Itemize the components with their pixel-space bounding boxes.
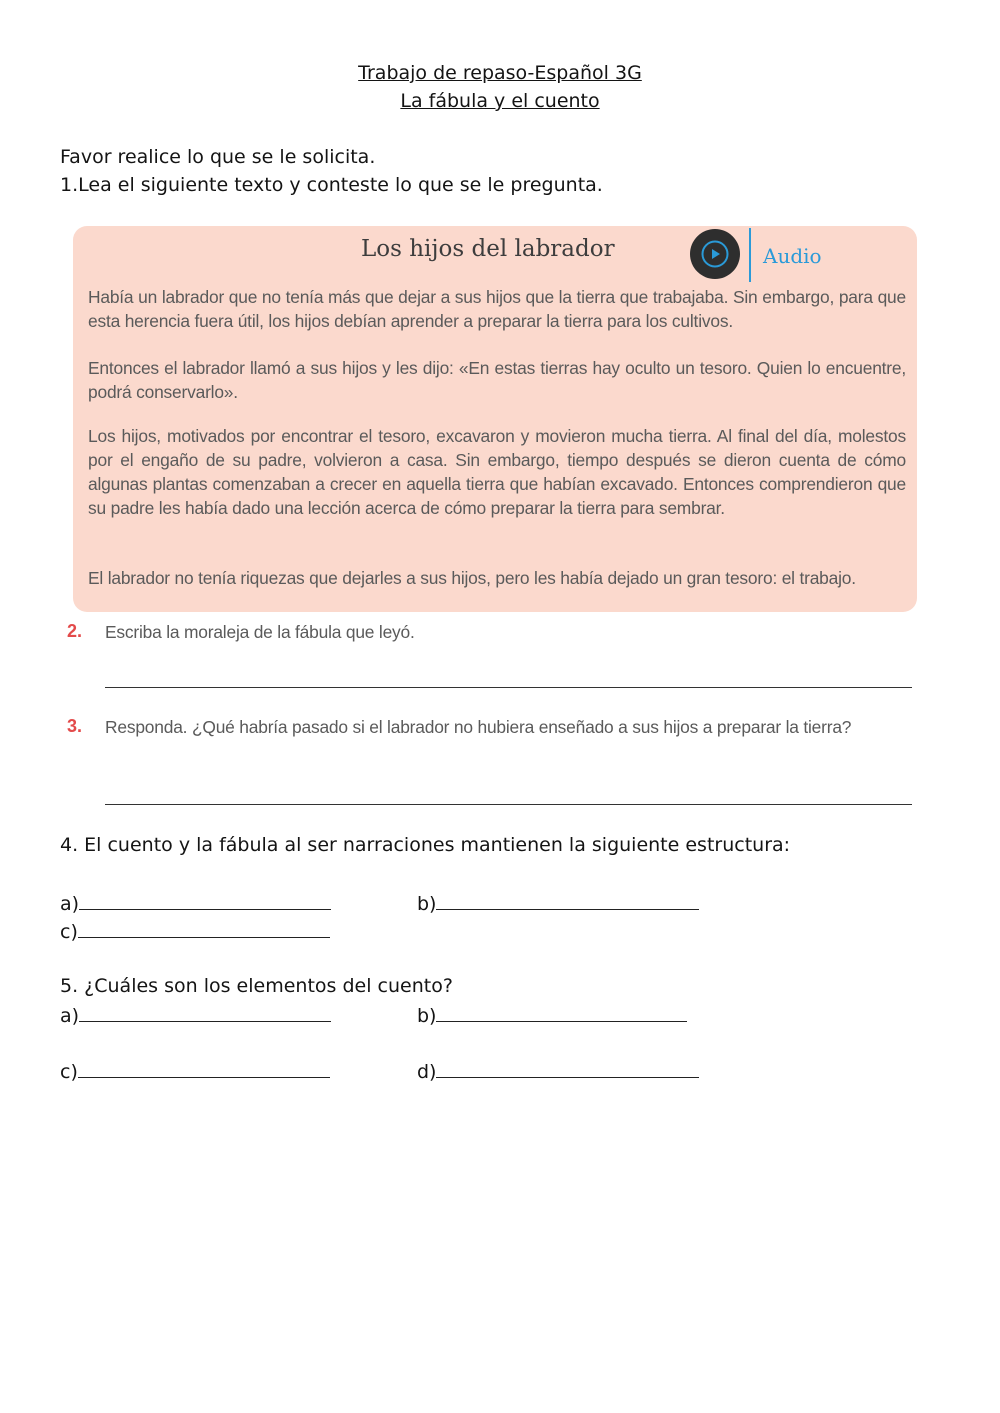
- question-2-number: 2.: [67, 621, 83, 641]
- question-4-text: 4. El cuento y la fábula al ser narraciones mantienen la siguiente estructura:: [60, 834, 791, 856]
- blank-label: d): [417, 1061, 437, 1083]
- page-title: Trabajo de repaso-Español 3G: [358, 62, 642, 84]
- reading-paragraph: Los hijos, motivados por encontrar el tesoro, excavaron y movieron mucha tierra. Al final del día, molestos por el engaño de su padre, volvieron a casa. Sin embargo, tiempo después se dieron cuenta de cómo algunas plantas comenzaban a crecer en aquella tierra que habían excavado. Entonces comprendieron que su padre les había dado una lección acerca de cómo preparar la tierra para sembrar.: [88, 426, 906, 518]
- question-5-blank-d[interactable]: [417, 1059, 699, 1083]
- blank-label: b): [417, 1005, 437, 1027]
- question-4-blank-a[interactable]: [60, 891, 331, 915]
- question-4-blank-c[interactable]: [60, 919, 330, 943]
- blank-label: b): [417, 893, 437, 915]
- question-5-blank-a[interactable]: [60, 1003, 331, 1027]
- audio-divider: [749, 228, 751, 282]
- question-5-blank-c[interactable]: [60, 1059, 330, 1083]
- question-2-answer-line[interactable]: [105, 687, 912, 688]
- answer-blank[interactable]: [436, 1059, 699, 1078]
- blank-label: a): [60, 1005, 80, 1027]
- reading-title: Los hijos del labrador: [361, 236, 615, 262]
- page-subtitle: La fábula y el cuento: [400, 90, 600, 112]
- blank-label: a): [60, 893, 80, 915]
- question-4-blank-b[interactable]: [417, 891, 699, 915]
- question-5-blank-b[interactable]: [417, 1003, 687, 1027]
- play-circle-icon[interactable]: [690, 229, 740, 279]
- answer-blank[interactable]: [436, 891, 699, 910]
- reading-paragraph: Había un labrador que no tenía más que dejar a sus hijos que la tierra que trabajaba. Sin embargo, para que esta herencia fuera útil, los hijos debían aprender a preparar la tierra para los cultivos.: [88, 287, 906, 331]
- question-1: 1.Lea el siguiente texto y conteste lo que se le pregunta.: [60, 174, 603, 196]
- blank-label: c): [60, 1061, 78, 1083]
- question-3-text: Responda. ¿Qué habría pasado si el labrador no hubiera enseñado a sus hijos a preparar la tierra?: [105, 717, 852, 737]
- answer-blank[interactable]: [79, 1003, 331, 1022]
- blank-label: c): [60, 921, 78, 943]
- answer-blank[interactable]: [78, 1059, 330, 1078]
- question-5-text: 5. ¿Cuáles son los elementos del cuento?: [60, 975, 453, 997]
- reading-paragraph: Entonces el labrador llamó a sus hijos y les dijo: «En estas tierras hay oculto un tesoro. Quien lo encuentre, podrá conservarlo».: [88, 358, 906, 402]
- audio-label[interactable]: Audio: [763, 244, 822, 268]
- answer-blank[interactable]: [78, 919, 330, 938]
- answer-blank[interactable]: [436, 1003, 687, 1022]
- question-3-answer-line[interactable]: [105, 804, 912, 805]
- answer-blank[interactable]: [79, 891, 331, 910]
- reading-box: [73, 226, 917, 612]
- instructions-intro: Favor realice lo que se le solicita.: [60, 146, 376, 168]
- question-3-number: 3.: [67, 716, 83, 736]
- question-2-text: Escriba la moraleja de la fábula que leyó.: [105, 622, 415, 642]
- reading-paragraph: El labrador no tenía riquezas que dejarles a sus hijos, pero les había dejado un gran tesoro: el trabajo.: [88, 568, 856, 588]
